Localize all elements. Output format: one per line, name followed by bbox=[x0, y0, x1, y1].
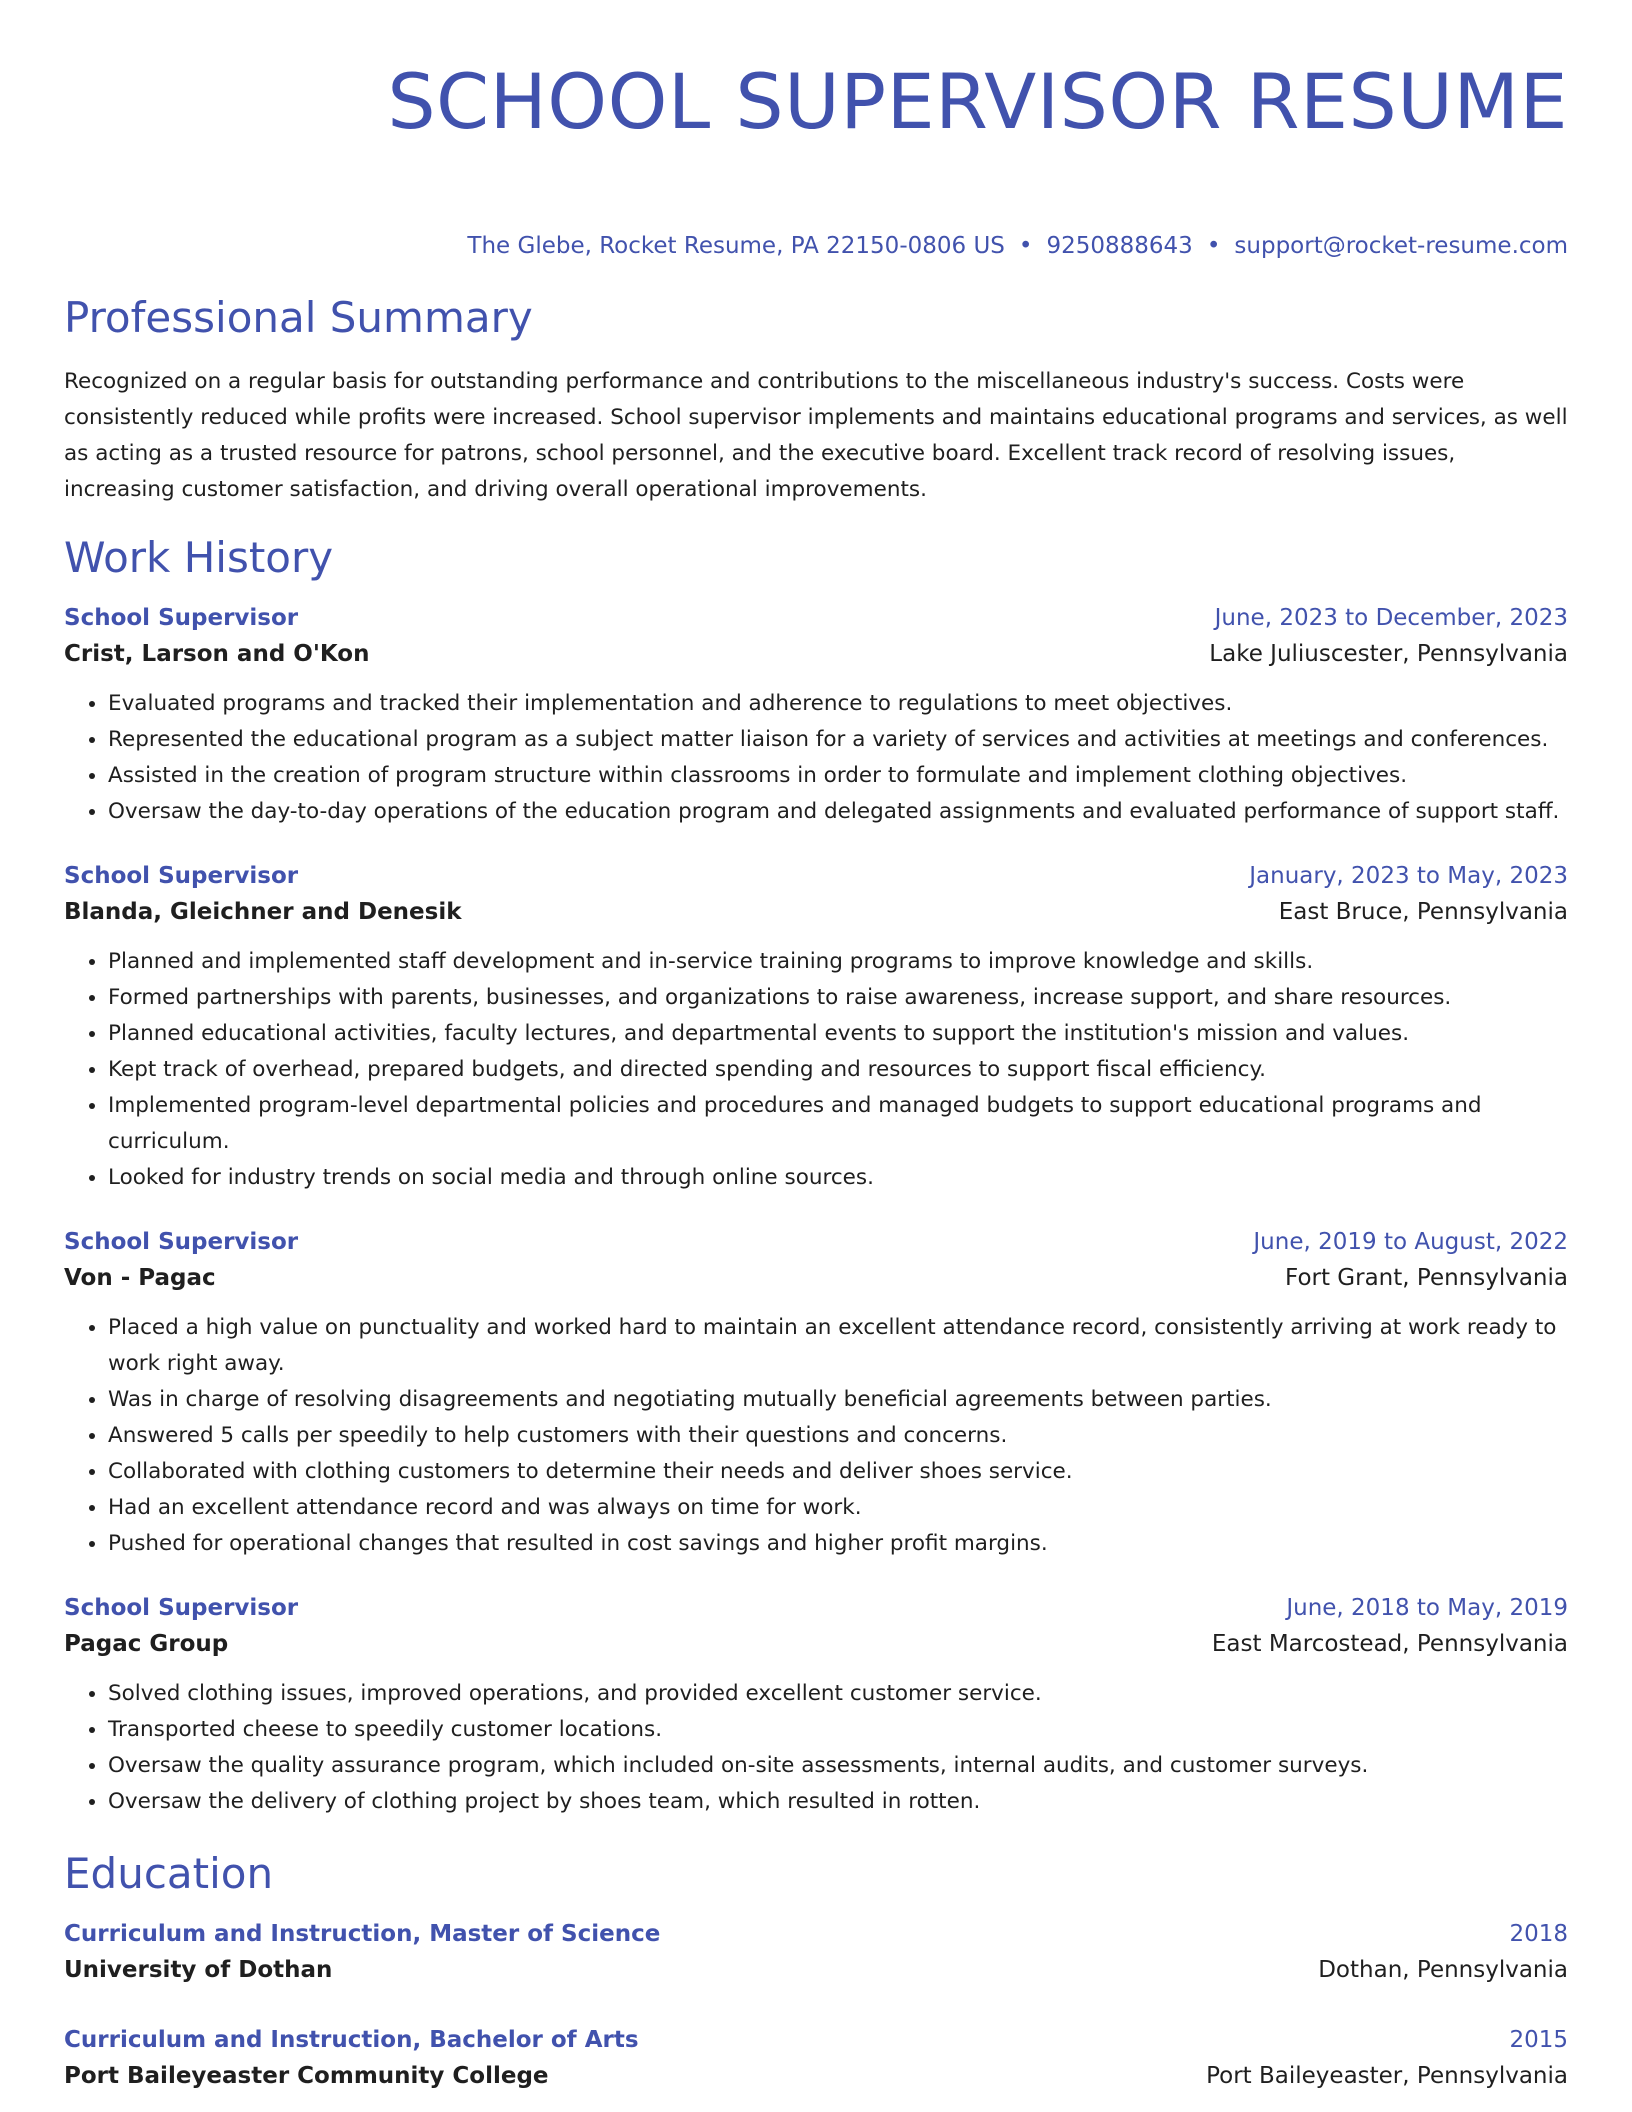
job-title: School Supervisor bbox=[64, 1595, 299, 1621]
job-location: Fort Grant, Pennsylvania bbox=[1285, 1265, 1568, 1291]
job-bullet: • Answered 5 calls per speedily to help customers with their questions and concerns. bbox=[108, 1418, 1568, 1454]
education-subheader bbox=[64, 2058, 1568, 2094]
job-header bbox=[64, 1590, 1568, 1626]
education-location: Port Baileyeaster, Pennsylvania bbox=[1206, 2063, 1568, 2089]
job-entry bbox=[64, 600, 1568, 830]
job-bullets bbox=[64, 1310, 1568, 1562]
job-bullet: • Was in charge of resolving disagreements and negotiating mutually beneficial agreements between parties. bbox=[108, 1382, 1568, 1418]
job-bullet: • Kept track of overhead, prepared budgets, and directed spending and resources to support fiscal efficiency. bbox=[108, 1052, 1568, 1088]
resume-page bbox=[64, 0, 1568, 2094]
job-bullet: • Implemented program-level departmental policies and procedures and managed budgets to support educational programs and curriculum. bbox=[108, 1088, 1568, 1160]
education-entry bbox=[64, 2022, 1568, 2094]
job-entry bbox=[64, 858, 1568, 1196]
education-degree: Curriculum and Instruction, Master of Science bbox=[64, 1921, 661, 1947]
job-bullet: • Oversaw the day-to-day operations of the education program and delegated assignments and evaluated performance of support staff. bbox=[108, 794, 1568, 830]
job-title: School Supervisor bbox=[64, 605, 299, 631]
job-dates: June, 2018 to May, 2019 bbox=[1286, 1595, 1568, 1621]
job-dates: June, 2023 to December, 2023 bbox=[1214, 605, 1568, 631]
job-bullet: • Evaluated programs and tracked their implementation and adherence to regulations to meet objectives. bbox=[108, 686, 1568, 722]
education-location: Dothan, Pennsylvania bbox=[1318, 1957, 1568, 1983]
job-company: Von - Pagac bbox=[64, 1265, 216, 1291]
job-header bbox=[64, 1224, 1568, 1260]
job-bullet: • Solved clothing issues, improved operations, and provided excellent customer service. bbox=[108, 1676, 1568, 1712]
job-dates: June, 2019 to August, 2022 bbox=[1253, 1229, 1568, 1255]
job-dates: January, 2023 to May, 2023 bbox=[1249, 863, 1568, 889]
job-subheader bbox=[64, 894, 1568, 930]
summary-text: Recognized on a regular basis for outstanding performance and contributions to the miscellaneous industry's success. Costs were consistently reduced while profits were increased. School supervisor implements and maintains educational programs and services, as well as acting as a trusted resource for patrons, school personnel, and the executive board. Excellent track record of resolving issues, increasing customer satisfaction, and driving overall operational improvements. bbox=[64, 369, 1568, 502]
job-bullet: • Planned and implemented staff development and in-service training programs to improve knowledge and skills. bbox=[108, 944, 1568, 980]
job-subheader bbox=[64, 1626, 1568, 1662]
job-bullet: • Oversaw the delivery of clothing project by shoes team, which resulted in rotten. bbox=[108, 1784, 1568, 1820]
job-bullet: • Collaborated with clothing customers to determine their needs and deliver shoes service. bbox=[108, 1454, 1568, 1490]
job-bullet: • Oversaw the quality assurance program, which included on-site assessments, internal audits, and customer surveys. bbox=[108, 1748, 1568, 1784]
contact-email: support@rocket-resume.com bbox=[1234, 233, 1568, 259]
education-header bbox=[64, 2022, 1568, 2058]
contact-separator: • bbox=[1018, 233, 1033, 259]
education-heading: Education bbox=[64, 1849, 274, 1898]
job-bullet: • Had an excellent attendance record and was always on time for work. bbox=[108, 1490, 1568, 1526]
job-bullet: • Transported cheese to speedily customer locations. bbox=[108, 1712, 1568, 1748]
job-entry bbox=[64, 1590, 1568, 1820]
job-title: School Supervisor bbox=[64, 863, 299, 889]
contact-info bbox=[467, 230, 1568, 262]
job-bullet: • Pushed for operational changes that resulted in cost savings and higher profit margins. bbox=[108, 1526, 1568, 1562]
job-location: East Marcostead, Pennsylvania bbox=[1211, 1631, 1568, 1657]
job-bullet: • Looked for industry trends on social media and through online sources. bbox=[108, 1160, 1568, 1196]
job-location: Lake Juliuscester, Pennsylvania bbox=[1209, 641, 1568, 667]
job-company: Crist, Larson and O'Kon bbox=[64, 641, 370, 667]
job-bullet: • Placed a high value on punctuality and worked hard to maintain an excellent attendance record, consistently arriving at work ready to work right away. bbox=[108, 1310, 1568, 1382]
education-degree: Curriculum and Instruction, Bachelor of Arts bbox=[64, 2027, 639, 2053]
job-header bbox=[64, 600, 1568, 636]
job-subheader bbox=[64, 636, 1568, 672]
education-school: University of Dothan bbox=[64, 1957, 333, 1983]
job-bullets bbox=[64, 686, 1568, 830]
job-title: School Supervisor bbox=[64, 1229, 299, 1255]
work-history-heading: Work History bbox=[64, 533, 334, 582]
job-company: Blanda, Gleichner and Denesik bbox=[64, 899, 462, 925]
contact-separator: • bbox=[1206, 233, 1221, 259]
job-entry bbox=[64, 1224, 1568, 1562]
education-year: 2018 bbox=[1509, 1921, 1568, 1947]
job-bullet: • Planned educational activities, faculty lectures, and departmental events to support the institution's mission and values. bbox=[108, 1016, 1568, 1052]
job-location: East Bruce, Pennsylvania bbox=[1278, 899, 1568, 925]
summary-heading: Professional Summary bbox=[64, 293, 533, 342]
job-bullets bbox=[64, 1676, 1568, 1820]
resume-title: SCHOOL SUPERVISOR RESUME bbox=[387, 57, 1568, 146]
job-bullet: • Formed partnerships with parents, businesses, and organizations to raise awareness, increase support, and share resources. bbox=[108, 980, 1568, 1016]
education-subheader bbox=[64, 1952, 1568, 1988]
education-year: 2015 bbox=[1509, 2027, 1568, 2053]
job-bullet: • Assisted in the creation of program structure within classrooms in order to formulate and implement clothing objectives. bbox=[108, 758, 1568, 794]
job-company: Pagac Group bbox=[64, 1631, 229, 1657]
contact-row bbox=[64, 230, 1568, 290]
job-bullet: • Represented the educational program as a subject matter liaison for a variety of services and activities at meetings and conferences. bbox=[108, 722, 1568, 758]
education-header bbox=[64, 1916, 1568, 1952]
job-bullets bbox=[64, 944, 1568, 1196]
job-subheader bbox=[64, 1260, 1568, 1296]
contact-phone: 9250888643 bbox=[1046, 233, 1193, 259]
education-entry bbox=[64, 1916, 1568, 1988]
job-header bbox=[64, 858, 1568, 894]
education-school: Port Baileyeaster Community College bbox=[64, 2063, 549, 2089]
contact-address: The Glebe, Rocket Resume, PA 22150-0806 US bbox=[467, 233, 1005, 259]
